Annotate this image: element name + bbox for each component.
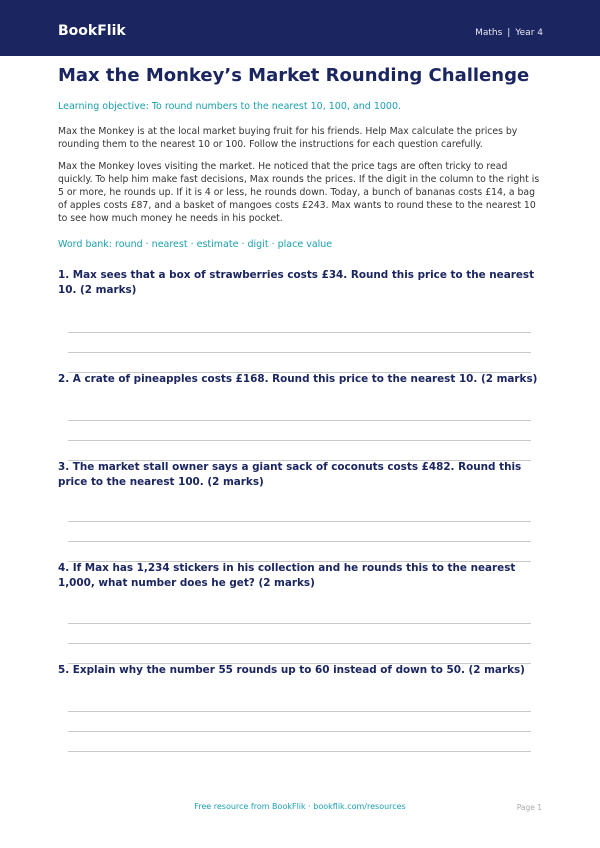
word-bank: Word bank: round · nearest · estimate · digit · place value [58,239,333,250]
meta-separator: | [507,28,511,38]
subject-year [475,27,543,39]
answer-line[interactable] [68,711,531,712]
answer-line[interactable] [68,751,531,752]
question-3: 3. The market stall owner says a giant sack of coconuts costs £482. Round this price to the nearest 100. (2 marks) [58,461,522,488]
page-number: Page 1 [516,803,542,812]
header-bar [0,0,600,56]
answer-line[interactable] [68,643,531,644]
answer-line[interactable] [68,420,531,421]
story-paragraph: Max the Monkey loves visiting the market. He noticed that the price tags are often tricky to read quickly. To help him make fast decisions, Max rounds the prices. If the digit in the column to the right is 5 or more, he rounds up. If it is 4 or less, he rounds down. Today, a bunch of bananas costs £14, a bag of apples costs £87, and a basket of mangoes costs £243. Max wants to round these to the nearest 10 to see how much money he needs in his pocket. [58,161,540,224]
question-2: 2. A crate of pineapples costs £168. Round this price to the nearest 10. (2 marks) [58,373,538,385]
answer-line[interactable] [68,541,531,542]
subject-label: Maths [475,28,503,38]
answer-line[interactable] [68,623,531,624]
year-label: Year 4 [515,28,543,38]
question-4: 4. If Max has 1,234 stickers in his collection and he rounds this to the nearest 1,000, what number does he get? (2 marks) [58,562,516,589]
answer-line[interactable] [68,332,531,333]
answer-line[interactable] [68,440,531,441]
question-1: 1. Max sees that a box of strawberries costs £34. Round this price to the nearest 10. (2 marks) [58,269,535,296]
learning-objective: Learning objective: To round numbers to the nearest 10, 100, and 1000. [58,101,402,112]
page-title: Max the Monkey’s Market Rounding Challenge [58,65,530,86]
intro-paragraph: Max the Monkey is at the local market buying fruit for his friends. Help Max calculate the prices by rounding them to the nearest 10 or 100. Follow the instructions for each question carefully. [58,126,518,150]
answer-line[interactable] [68,521,531,522]
answer-line[interactable] [68,731,531,732]
brand-logo: BookFlik [58,23,126,39]
footer-credit[interactable]: Free resource from BookFlik · bookflik.com/resources [194,802,406,811]
question-5: 5. Explain why the number 55 rounds up to 60 instead of down to 50. (2 marks) [58,664,525,676]
answer-line[interactable] [68,352,531,353]
